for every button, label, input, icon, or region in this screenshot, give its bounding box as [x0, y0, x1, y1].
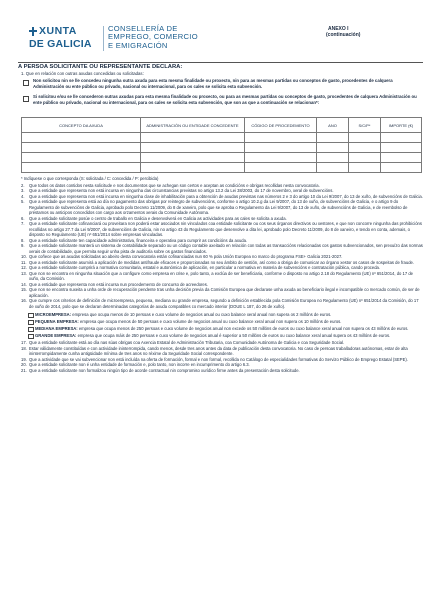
department-line: EMPREGO, COMERCIO	[108, 32, 198, 42]
enterprise-checkbox[interactable]	[28, 320, 34, 326]
item-text: Que todos os datos contidos nesta solicitude e nos documentos que se achegan son certos e aceptan as condicións e obrigas recollidas nesta convocatoria.	[29, 182, 320, 188]
table-header: S/C/P*	[349, 118, 381, 133]
item-number: 21.	[21, 367, 27, 373]
item-text: Que coñece que as axudas solicitadas ao abeiro desta convocatoria están cofinanciadas nun 60 % pola Unión Europea no marco do programa FSE+ Galicia 2021-2027.	[29, 254, 343, 260]
header-divider	[103, 26, 104, 51]
item-text: Que a entidade solicitante posúe o centro de traballo en Galicia e desenvolverá en Galicia as actividades para as cales se solicita a axuda.	[29, 215, 287, 221]
item-number: 19.	[21, 356, 27, 362]
item-number: 18.	[21, 345, 27, 351]
item-text: Que a entidade que representa está ao día no pagamento das obrigas por reintegro de subvencións, conforme o artigo 10.2.g da Lei 9/2007, do 13 de xuño, de subvencións de Galicia, e o artigo 9 do Regulamento de subvencións de Galicia, aprobado polo Decreto 11/2009, do 8 de xaneiro, polo que se aproba o Regulamento da Lei 9/2007, do 13 de xuño, de subvencións de Galicia, e de reembolso de préstamos ou anticipos concedidos con cargo aos orzamentos xerais da Comunidade Autónoma.	[29, 199, 408, 216]
table-cell[interactable]	[317, 133, 349, 143]
table-cell[interactable]	[141, 153, 245, 163]
table-row	[22, 163, 422, 173]
item-text: Que a entidade que representa non está incursa en ningunha das circunstancias previstas no artigo 13.2 da Lei 38/2003, do 17 de novembro, xeral de subvencións.	[29, 188, 334, 194]
item-number: 20.	[21, 362, 27, 368]
list-item	[21, 368, 423, 374]
xunta-logo	[29, 26, 101, 52]
table-cell[interactable]	[245, 133, 317, 143]
option-1-text: Non solicitou nin se lle concedeu ningunha outra axuda para esta mesma finalidade ou proxecto, nin para as mesmas partidas ou conceptos de gasto, procedentes de calquera Administración ou ente público ou privado, nacional ou internacional, para os cales se solicita esta subvención.	[33, 78, 393, 89]
table-cell[interactable]	[381, 163, 422, 173]
department-name	[108, 25, 198, 50]
annex-label	[326, 26, 436, 38]
table-cell[interactable]	[22, 133, 141, 143]
table-cell[interactable]	[245, 153, 317, 163]
table-header: ANO	[317, 118, 349, 133]
annex-subtitle: (continuación)	[326, 32, 361, 38]
table-cell[interactable]	[381, 153, 422, 163]
table-header-row	[22, 118, 422, 133]
table-cell[interactable]	[317, 163, 349, 173]
table-note: * Indíquese o que corresponda (S: solicitada / C: concedida / P: percibida)	[21, 176, 159, 181]
item-text: Que non se encontra suxeita a unha orde de recuperación pendente tras unha decisión previa da Comisión Europea que declarase unha axuda ao beneficiario ilegal e incompatible co mercado común, de ser de aplicación.	[29, 287, 420, 298]
item-text: Estar válidamente constituídas e con actividade ininterrompida, cando menos, desde tres anos antes da data de publicación desta convocatoria. No caso de persoas traballadoras autónomas, estar de alta ininterrompidamente cunha antigüidade mínima de tres anos no réxime da Seguridade Social correspondente.	[29, 345, 408, 357]
cross-icon	[29, 27, 37, 36]
item-text: Que a entidade solicitante ten capacidade administrativa, financeira e operativa para cumprir as condicións da axuda.	[29, 237, 248, 243]
list-item	[21, 346, 423, 357]
enterprise-option-large[interactable]	[21, 333, 423, 339]
table-cell[interactable]	[22, 143, 141, 153]
item-text: Que non se encontra en ningunha situación que a configure como empresa en crise e, polo tanto, a exclúa de ser beneficiaria, conforme o disposto no artigo 2.18 do Regulamento (UE) nº 651/2014, do 17 de xuño, da Comisión.	[29, 270, 414, 282]
list-item	[21, 199, 423, 216]
table-header: IMPORTE (€)	[381, 118, 422, 133]
enterprise-text: empresa que ocupa menos de 10 persoas e cuxo volume de negocios anual ou cuxo balance xeral anual non supera os 2 millóns de euros.	[72, 312, 332, 318]
option-2-checkbox[interactable]	[23, 96, 29, 102]
enterprise-checkbox[interactable]	[28, 334, 34, 340]
option-1-checkbox[interactable]	[23, 80, 29, 86]
declarations-list	[21, 176, 423, 373]
item-number: 17.	[21, 340, 27, 346]
enterprise-label: PEQUENA EMPRESA:	[35, 319, 79, 325]
question-1: 1. Que en relación con outras axudas concedidas ou solicitadas:	[21, 71, 144, 76]
annex-title: ANEXO I	[328, 26, 349, 32]
item-number: 16.	[21, 298, 27, 304]
enterprise-label: MEDIANA EMPRESA:	[35, 326, 78, 332]
enterprise-checkbox[interactable]	[28, 327, 34, 333]
item-number: 9.	[21, 243, 25, 249]
list-item	[21, 287, 423, 298]
item-number: 7.	[21, 221, 25, 227]
item-text: Que a entidade solicitante non é unha entidade de formación e, polo tanto, non incorre en incumprimento do artigo 6.3.	[29, 362, 250, 368]
table-cell[interactable]	[349, 133, 381, 143]
table-row	[22, 153, 422, 163]
table-cell[interactable]	[141, 143, 245, 153]
logo-sub: DE GALICIA	[29, 38, 92, 50]
table-cell[interactable]	[245, 143, 317, 153]
enterprise-option-micro[interactable]	[21, 312, 423, 318]
aid-table	[21, 117, 422, 173]
item-text: Que a entidade solicitante asumirá a aplicación de medidas antifraude eficaces e proporcionadas no seu ámbito de xestión, así como a obriga de comunicar ao órgano xestor os casos de sospeitas de fraude.	[29, 259, 415, 265]
enterprise-text: empresa que ocupa menos de 250 persoas e cuxo volume de negocios anual non excede os 50 millóns de euros ou cuxo balance xeral anual non supera os 43 millóns de euros.	[78, 326, 409, 332]
enterprise-text: empresa que ocupa máis de 250 persoas e cuxo volume de negocios anual é superior a 50 millóns de euros ou cuxo balance xeral anual supera os 43 millóns de euros.	[77, 333, 391, 339]
list-item	[21, 271, 423, 282]
item-number: 13.	[21, 270, 27, 276]
item-text: Que cumpre cos criterios de definición de microempresa, pequena, mediana ou grande empresa, segundo a definición establecida pola Comisión Europea no Regulamento (UE) nº 651/2014 da Comisión, do 17 de xuño de 2014, polo que se declaran determinadas categorías de axuda compatibles co mercado interior (DOUE L 187, do 26 de xuño).	[29, 298, 419, 309]
item-text: Que a entidade solicitante non formalizou ningún tipo de acorde contractual nin compromiso xurídico firme antes da presentación desta solicitude.	[29, 367, 300, 373]
department-line: CONSELLERÍA DE	[108, 24, 178, 33]
department-line: E EMIGRACIÓN	[108, 40, 168, 50]
item-number: 2.	[21, 182, 25, 188]
item-number: 12.	[21, 265, 27, 271]
table-row	[22, 143, 422, 153]
table-cell[interactable]	[141, 133, 245, 143]
item-text: Que a entidade solicitante cumprirá a normativa comunitaria, estatal e autonómica de aplicación, en particular a normativa en materia de subvencións e contratación pública, cando proceda.	[29, 265, 381, 271]
item-text: Que a entidade solicitante está ao día nas súas obrigas coa Axencia Estatal de Administración Tributaria, coa Comunidade Autónoma de Galicia e coa Seguridade Social.	[29, 340, 345, 346]
enterprise-option-medium[interactable]	[21, 326, 423, 332]
list-item	[21, 298, 423, 309]
table-row	[22, 133, 422, 143]
item-number: 8.	[21, 237, 25, 243]
table-cell[interactable]	[381, 133, 422, 143]
table-cell[interactable]	[349, 143, 381, 153]
table-cell[interactable]	[141, 163, 245, 173]
table-cell[interactable]	[317, 153, 349, 163]
item-text: Que a entidade que representa non está incursa nun procedemento de concurso de acreedores.	[29, 281, 209, 287]
option-2-text: Si solicitou e/ou se lle concederon outras axudas para esta mesma finalidade ou proxecto, ou para as mesmas partidas ou conceptos de gasto, procedentes de calquera Administración ou ente público ou privado, nacional ou internacional, para os cales se solicita esta subvención, que son as que a continuación se relacionan*:	[33, 94, 417, 105]
item-text: Que a entidade solicitante manterá un sistema de contabilidade separado ou un código contable axeitado en relación con todas as transaccións relacionadas cos gastos subvencionados, sen prexuízo das normas xerais de contabilidade, que permita seguir unha pista de auditoría sobre os gastos financiados.	[29, 243, 423, 254]
item-number: 14.	[21, 281, 27, 287]
list-item	[21, 221, 423, 238]
list-item	[21, 243, 423, 254]
logo-name: XUNTA	[39, 25, 77, 37]
enterprise-checkbox[interactable]	[28, 313, 34, 319]
item-number: 11.	[21, 259, 27, 265]
item-number: 5.	[21, 199, 25, 205]
section-title: A PERSOA SOLICITANTE OU REPRESENTANTE DECLARA:	[18, 62, 423, 71]
item-number: 10.	[21, 254, 27, 260]
table-cell[interactable]	[22, 163, 141, 173]
item-text: Que a actividade que se vai subvencionar non está incluída na oferta de formación, formal e non formal, recollida no Catálogo de especialidades formativas do Servizo Público de Emprego Estatal (SEPE).	[29, 356, 408, 362]
enterprise-text: empresa que ocupa menos de 50 persoas e cuxo volume de negocios anual ou cuxo balance xeral anual non supera os 10 millóns de euros.	[80, 319, 342, 325]
table-cell[interactable]	[349, 163, 381, 173]
item-number: 4.	[21, 193, 25, 199]
item-number: 6.	[21, 215, 25, 221]
item-number: 3.	[21, 188, 25, 194]
table-cell[interactable]	[22, 153, 141, 163]
item-number: 15.	[21, 287, 27, 293]
enterprise-label: MICROEMPRESA:	[35, 312, 72, 318]
table-header: CONCEPTO DA AXUDA	[22, 118, 141, 133]
item-text: Que a entidade solicitante cofinanciará ou proveitara non poderá estar asociados nin vinculados coa entidade solicitante ou cos seus órganos directivos ou xestores, e que non concorre ningunha das prohibicións recollidas no artigo 27.7 da Lei 9/2007, de subvencións de Galicia, nin no artigo 43 do Regulamento que desenvolve a dita lei, aprobado polo Decreto 11/2009, do 8 de xaneiro, e tendo en conta, ademais, o disposto no Regulamento (UE) nº 651/2014 sobre empresas vinculadas.	[29, 221, 422, 238]
table-cell[interactable]	[245, 163, 317, 173]
table-header: ADMINISTRACIÓN OU ENTIDADE CONCEDENTE	[141, 118, 245, 133]
table-cell[interactable]	[381, 143, 422, 153]
item-text: Que a entidade que representa non está incursa en ningunha clase de inhabilitación para a obtención de axudas previstas nas números 2 e 3 do artigo 10 da Lei 9/2007, do 13 de xuño, de subvencións de Galicia.	[29, 193, 423, 199]
enterprise-option-small[interactable]	[21, 319, 423, 325]
enterprise-label: GRANDE EMPRESA:	[35, 333, 77, 339]
table-cell[interactable]	[317, 143, 349, 153]
table-cell[interactable]	[349, 153, 381, 163]
table-header: CÓDIGO DE PROCEDEMENTO	[245, 118, 317, 133]
